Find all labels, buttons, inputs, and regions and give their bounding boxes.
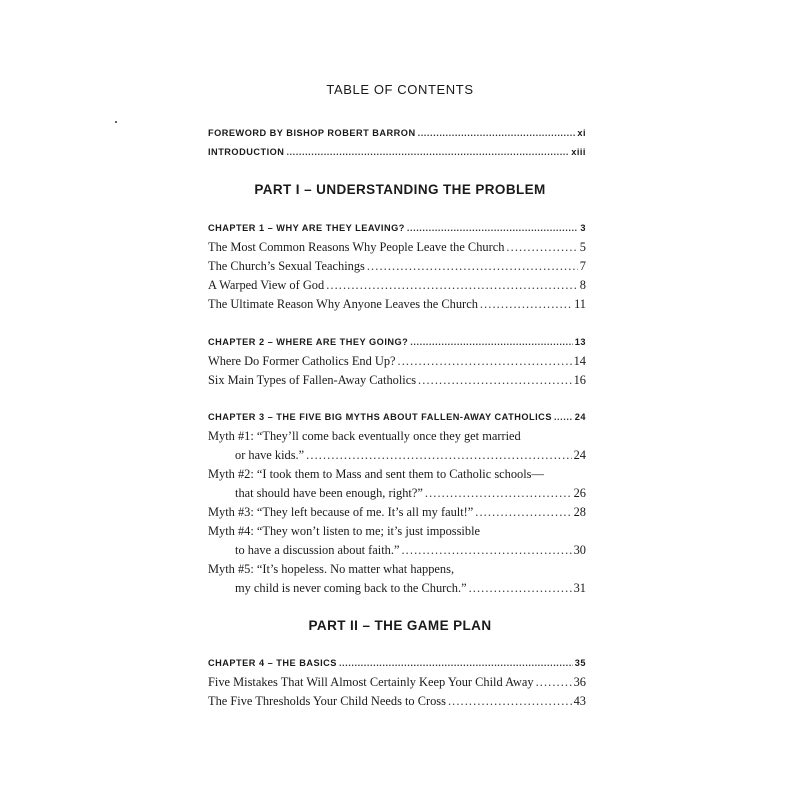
entry-label: The Most Common Reasons Why People Leave the Church bbox=[208, 240, 505, 254]
entry-page: 31 bbox=[573, 581, 586, 595]
entry-label-line-2: to have a discussion about faith.” bbox=[235, 543, 400, 557]
chapter-title: CHAPTER 1 – WHY ARE THEY LEAVING? bbox=[208, 223, 405, 233]
toc-entry-multiline bbox=[208, 560, 586, 598]
part-heading: PART I – UNDERSTANDING THE PROBLEM bbox=[254, 182, 546, 197]
chapter-title: CHAPTER 2 – WHERE ARE THEY GOING? bbox=[208, 337, 409, 347]
chapter-heading bbox=[208, 219, 586, 238]
dot-leader bbox=[554, 408, 573, 427]
dot-leader bbox=[418, 124, 576, 143]
entry-label: FOREWORD BY BISHOP ROBERT BARRON bbox=[208, 128, 416, 138]
toc-title: TABLE OF CONTENTS bbox=[326, 82, 474, 97]
entry-page: 11 bbox=[574, 297, 586, 311]
chapter-block-3 bbox=[208, 408, 586, 598]
entry-label: Five Mistakes That Will Almost Certainly Keep Your Child Away bbox=[208, 675, 534, 689]
entry-label: The Church’s Sexual Teachings bbox=[208, 259, 365, 273]
entry-page: 36 bbox=[573, 675, 586, 689]
toc-entry bbox=[208, 692, 586, 711]
entry-page: 28 bbox=[573, 505, 586, 519]
entry-continuation bbox=[208, 484, 586, 503]
stray-mark bbox=[115, 121, 117, 123]
chapter-block-1 bbox=[208, 219, 586, 314]
entry-label-line-2: or have kids.” bbox=[235, 448, 305, 462]
chapter-heading bbox=[208, 333, 586, 352]
entry-page: 8 bbox=[579, 278, 586, 292]
dot-leader bbox=[480, 295, 572, 314]
toc-entry-multiline bbox=[208, 522, 586, 560]
toc-entry bbox=[208, 673, 586, 692]
dot-leader bbox=[448, 692, 572, 711]
front-matter bbox=[208, 124, 586, 162]
entry-label: Where Do Former Catholics End Up? bbox=[208, 354, 396, 368]
toc-entry-introduction bbox=[208, 143, 586, 162]
entry-label-line-1: Myth #5: “It’s hopeless. No matter what happens, bbox=[208, 562, 455, 576]
toc-entry-multiline bbox=[208, 465, 586, 503]
entry-label: Six Main Types of Fallen-Away Catholics bbox=[208, 373, 417, 387]
dot-leader bbox=[398, 352, 572, 371]
dot-leader bbox=[410, 333, 572, 352]
chapter-heading bbox=[208, 654, 586, 673]
entry-label-line-1: Myth #4: “They won’t listen to me; it’s just impossible bbox=[208, 524, 481, 538]
entry-page: 24 bbox=[574, 412, 586, 422]
toc-entry-foreword bbox=[208, 124, 586, 143]
chapter-title: CHAPTER 3 – THE FIVE BIG MYTHS ABOUT FALLEN-AWAY CATHOLICS bbox=[208, 412, 552, 422]
entry-page: xi bbox=[577, 128, 586, 138]
entry-label: The Ultimate Reason Why Anyone Leaves the Church bbox=[208, 297, 478, 311]
toc-entry-multiline bbox=[208, 427, 586, 465]
entry-label-line-2: my child is never coming back to the Church.” bbox=[235, 581, 467, 595]
entry-continuation bbox=[208, 579, 586, 598]
toc-entry bbox=[208, 295, 586, 314]
toc-entry bbox=[208, 257, 586, 276]
entry-label: The Five Thresholds Your Child Needs to Cross bbox=[208, 694, 446, 708]
entry-label: A Warped View of God bbox=[208, 278, 325, 292]
entry-page: 35 bbox=[574, 658, 586, 668]
entry-label: Myth #3: “They left because of me. It’s all my fault!” bbox=[208, 505, 474, 519]
chapter-title: CHAPTER 4 – THE BASICS bbox=[208, 658, 337, 668]
part-heading: PART II – THE GAME PLAN bbox=[308, 618, 492, 633]
toc-entry bbox=[208, 371, 586, 390]
entry-page: 3 bbox=[580, 223, 586, 233]
entry-page: 30 bbox=[573, 543, 586, 557]
dot-leader bbox=[469, 579, 572, 598]
dot-leader bbox=[401, 541, 571, 560]
chapter-block-2 bbox=[208, 333, 586, 390]
toc-entry bbox=[208, 352, 586, 371]
dot-leader bbox=[418, 371, 572, 390]
dot-leader bbox=[407, 219, 579, 238]
entry-continuation bbox=[208, 541, 586, 560]
entry-page: xiii bbox=[571, 147, 586, 157]
dot-leader bbox=[475, 503, 571, 522]
entry-page: 24 bbox=[573, 448, 586, 462]
dot-leader bbox=[367, 257, 578, 276]
entry-label: INTRODUCTION bbox=[208, 147, 285, 157]
dot-leader bbox=[425, 484, 572, 503]
entry-continuation bbox=[208, 446, 586, 465]
dot-leader bbox=[326, 276, 578, 295]
toc-entry bbox=[208, 276, 586, 295]
entry-page: 26 bbox=[573, 486, 586, 500]
entry-page: 7 bbox=[579, 259, 586, 273]
entry-label-line-1: Myth #2: “I took them to Mass and sent them to Catholic schools— bbox=[208, 467, 544, 481]
dot-leader bbox=[339, 654, 573, 673]
dot-leader bbox=[306, 446, 571, 465]
entry-label-line-1: Myth #1: “They’ll come back eventually once they get married bbox=[208, 429, 521, 443]
entry-page: 43 bbox=[573, 694, 586, 708]
entry-page: 13 bbox=[574, 337, 586, 347]
entry-label-line-2: that should have been enough, right?” bbox=[235, 486, 423, 500]
dot-leader bbox=[506, 238, 577, 257]
toc-entry bbox=[208, 503, 586, 522]
dot-leader bbox=[286, 143, 569, 162]
entry-page: 5 bbox=[579, 240, 586, 254]
dot-leader bbox=[536, 673, 572, 692]
chapter-block-4 bbox=[208, 654, 586, 711]
entry-page: 14 bbox=[573, 354, 586, 368]
chapter-heading bbox=[208, 408, 586, 427]
toc-entry bbox=[208, 238, 586, 257]
entry-page: 16 bbox=[573, 373, 586, 387]
